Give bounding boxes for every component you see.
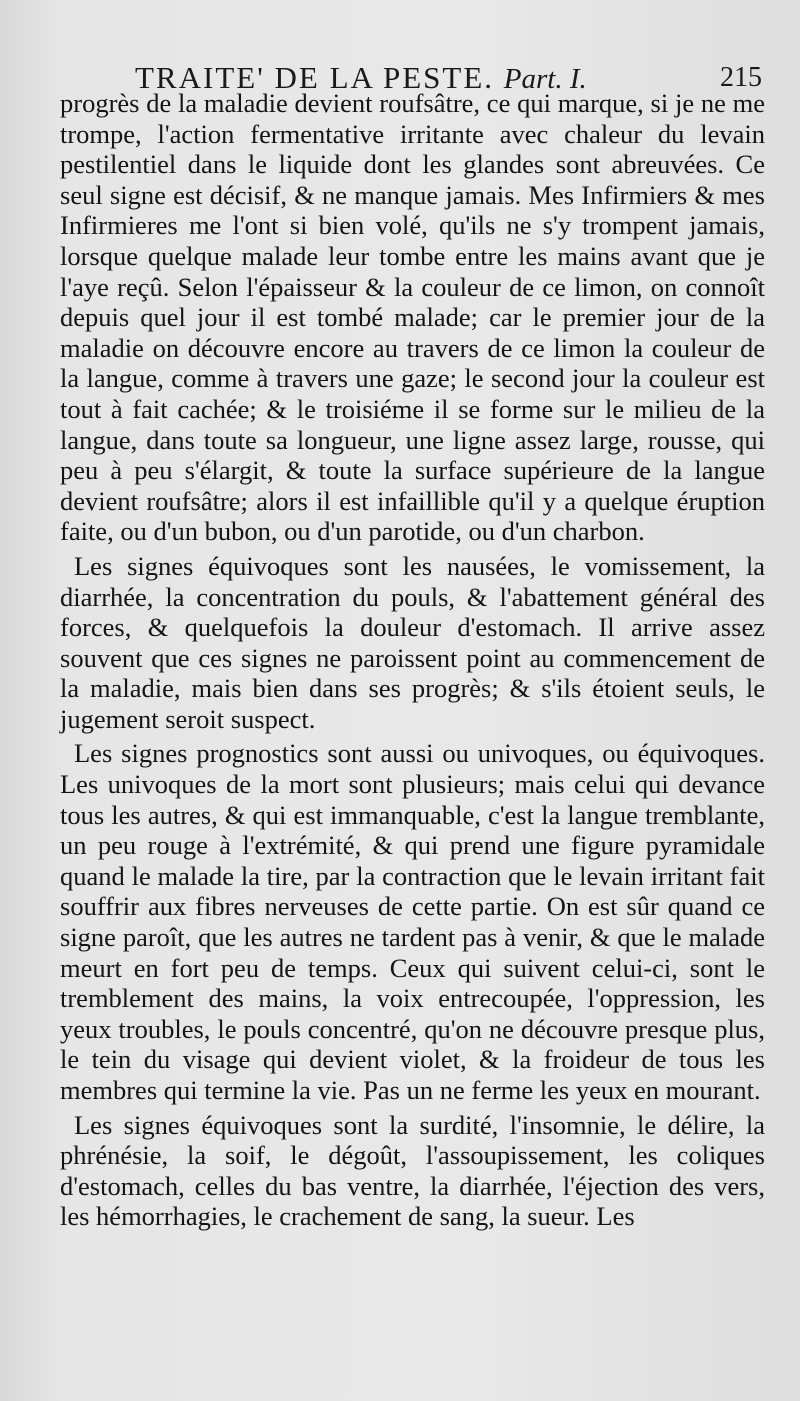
- running-title-text: TRAITE' DE LA PESTE.: [135, 60, 495, 95]
- paragraph: Les signes équivoques sont la surdité, l'insomnie, le délire, la phrénésie, la soif, le dégoût, l'assoupissement, les coliques d'estomach, celles du bas ventre, la diarrhée, l'éjection des vers, les hémorrhagies, le crachement de sang, la sueur. Les: [60, 1109, 765, 1232]
- page-number: 215: [720, 62, 762, 93]
- running-title-part: Part. I.: [503, 63, 587, 95]
- paragraph: Les signes prognostics sont aussi ou univoques, ou équivoques. Les univoques de la mort sont plusieurs; mais celui qui devance tous les autres, & qui est immanquable, c'est la langue tremblante, un peu rouge à l'extrémité, & qui prend une figure pyramidale quand le malade la tire, par la contraction que le levain irritant fait souffrir aux fibres nerveuses de cette partie. On est sûr quand ce signe paroît, que les autres ne tardent pas à venir, & que le malade meurt en fort peu de temps. Ceux qui suivent celui-ci, sont le tremblement des mains, la voix entrecoupée, l'oppression, les yeux troubles, le pouls concentré, qu'on ne découvre presque plus, le tein du visage qui devient violet, & la froideur de tous les membres qui termine la vie. Pas un ne ferme les yeux en mourant.: [60, 738, 765, 1105]
- body-text: [60, 88, 765, 1232]
- paragraph: Les signes équivoques sont les nausées, le vomissement, la diarrhée, la concentration du pouls, & l'abattement général des forces, & quelquefois la douleur d'estomach. Il arrive assez souvent que ces signes ne paroissent point au commencement de la maladie, mais bien dans ses progrès; & s'ils étoient seuls, le jugement seroit suspect.: [60, 550, 765, 734]
- paragraph: progrès de la maladie devient roufsâtre, ce qui marque, si je ne me trompe, l'action fermentative irritante avec chaleur du levain pestilentiel dans le liquide dont les glandes sont abreuvées. Ce seul signe est décisif, & ne manque jamais. Mes Infirmiers & mes Infirmieres me l'ont si bien volé, qu'ils ne s'y trompent jamais, lorsque quelque malade leur tombe entre les mains avant que je l'aye reçû. Selon l'épaisseur & la couleur de ce limon, on connoît depuis quel jour il est tombé malade; car le premier jour de la maladie on découvre encore au travers de ce limon la couleur de la langue, comme à travers une gaze; le second jour la couleur est tout à fait cachée; & le troisiéme il se forme sur le milieu de la langue, dans toute sa longueur, une ligne assez large, rousse, qui peu à peu s'élargit, & toute la surface supérieure de la langue devient roufsâtre; alors il est infaillible qu'il y a quelque éruption faite, ou d'un bubon, ou d'un parotide, ou d'un charbon.: [60, 88, 765, 547]
